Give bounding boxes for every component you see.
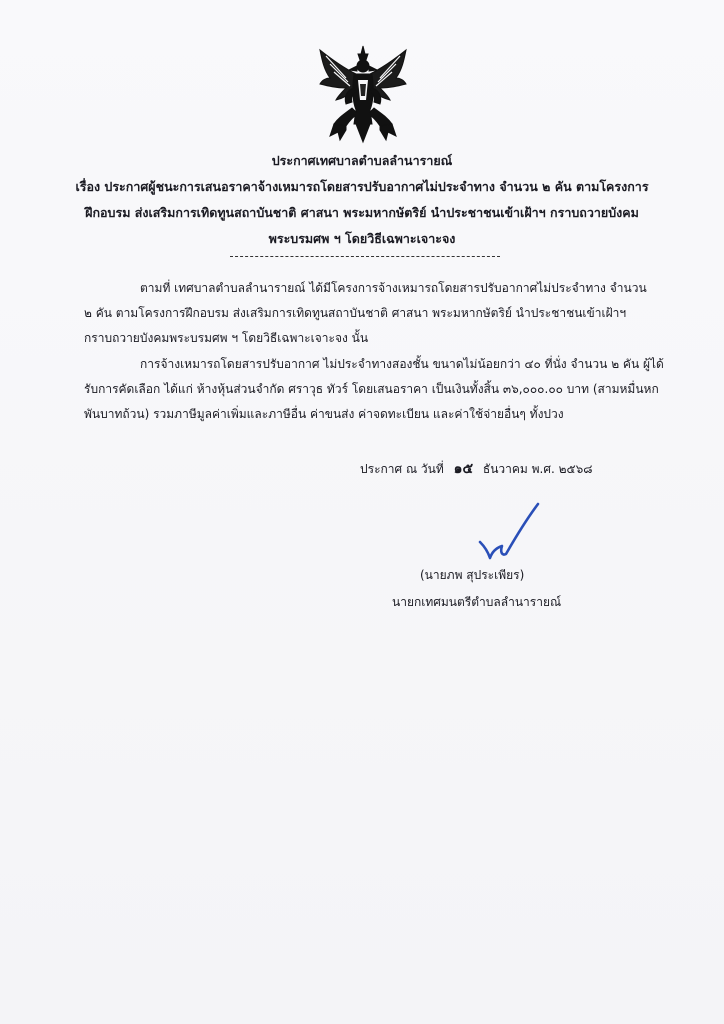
signatory-position: นายกเทศมนตรีตำบลลำนารายณ์ <box>392 595 562 609</box>
subject-line-3: พระบรมศพ ฯ โดยวิธีเฉพาะเจาะจง <box>268 231 456 246</box>
date-line <box>360 458 592 480</box>
date-prefix: ประกาศ ณ วันที่ <box>360 462 444 476</box>
signatory-name: (นายภพ สุประเพียร) <box>420 568 525 582</box>
para1-line-3: กราบถวายบังคมพระบรมศพ ฯ โดยวิธีเฉพาะเจาะจง นั้น <box>84 331 369 345</box>
para2-line-3: พันบาทถ้วน) รวมภาษีมูลค่าเพิ่มและภาษีอื่น ค่าขนส่ง ค่าจดทะเบียน และค่าใช้จ่ายอื่นๆ ทั้งปวง <box>84 407 564 421</box>
subject-line-2: ฝึกอบรม ส่งเสริมการเทิดทูนสถาบันชาติ ศาสนา พระมหากษัตริย์ นำประชาชนเข้าเฝ้าฯ กราบถวายบังคม <box>85 205 639 220</box>
subject-line-1: เรื่อง ประกาศผู้ชนะการเสนอราคาจ้างเหมารถโดยสารปรับอากาศไม่ประจำทาง จำนวน ๒ คัน ตามโครงการ <box>75 179 649 194</box>
org-title: ประกาศเทศบาลตำบลลำนารายณ์ <box>271 153 453 168</box>
para1-line-1: ตามที่ เทศบาลตำบลลำนารายณ์ ได้มีโครงการจ้างเหมารถโดยสารปรับอากาศไม่ประจำทาง จำนวน <box>140 281 647 295</box>
handwritten-signature <box>476 502 546 564</box>
para2-line-1: การจ้างเหมารถโดยสารปรับอากาศ ไม่ประจำทางสองชั้น ขนาดไม่น้อยกว่า ๔๐ ที่นั่ง จำนวน ๒ คัน ผู้ได้ <box>140 357 664 371</box>
para1-line-2: ๒ คัน ตามโครงการฝึกอบรม ส่งเสริมการเทิดทูนสถาบันชาติ ศาสนา พระมหากษัตริย์ นำประชาชนเข้าเฝ้าฯ <box>84 306 627 320</box>
para2-line-2: รับการคัดเลือก ได้แก่ ห้างหุ้นส่วนจำกัด ศราวุธ ทัวร์ โดยเสนอราคา เป็นเงินทั้งสิ้น ๓๖,๐๐๐.๐๐ บาท (สามหมื่นหก <box>84 382 659 396</box>
garuda-emblem-icon <box>316 44 410 144</box>
date-month-year: ธันวาคม พ.ศ. ๒๕๖๘ <box>482 462 593 476</box>
date-day: ๑๕ <box>453 461 474 477</box>
separator-dashes <box>230 256 500 257</box>
